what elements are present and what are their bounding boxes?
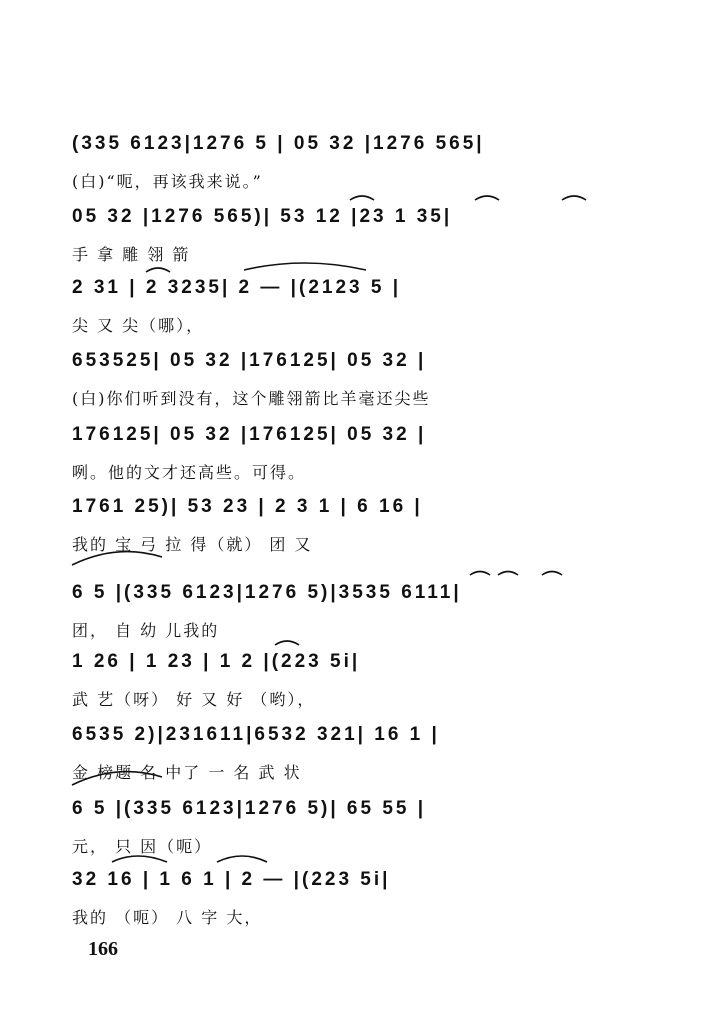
slur-arc	[350, 196, 374, 200]
notation-line: 6 5 |(335 6123|1276 5)| 65 55 |	[72, 798, 427, 819]
slur-arc	[498, 572, 518, 576]
slur-arc	[542, 572, 562, 576]
slur-arc	[475, 196, 499, 200]
notation-line: 2 31 | 2 3235| 2 — |(2123 5 |	[72, 277, 402, 298]
page-number: 166	[88, 938, 118, 960]
notation-line: 1 26 | 1 23 | 1 2 |(223 5i|	[72, 651, 361, 672]
notation-line: 6535 2)|231611|6532 321| 16 1 |	[72, 724, 440, 745]
notation-line: 653525| 05 32 |176125| 05 32 |	[72, 350, 427, 371]
notation-line: 1761 25)| 53 23 | 2 3 1 | 6 16 |	[72, 496, 423, 517]
slur-arc	[112, 856, 167, 862]
notation-line: 176125| 05 32 |176125| 05 32 |	[72, 424, 427, 445]
lyric-line: 武 艺（呀） 好 又 好 （哟），	[72, 690, 316, 709]
notation-line: 32 16 | 1 6 1 | 2 — |(223 5i|	[72, 869, 391, 890]
lyric-line: 金 榜题 名 中了 一 名 武 状	[72, 763, 302, 782]
slur-arc	[275, 641, 299, 645]
notation-line: (335 6123|1276 5 | 05 32 |1276 565|	[72, 133, 485, 154]
slur-arc	[562, 196, 586, 200]
notation-line: 6 5 |(335 6123|1276 5)|3535 6111|	[72, 582, 462, 603]
notation-line: 05 32 |1276 565)| 53 12 |23 1 35|	[72, 206, 453, 227]
lyric-line: 咧。他的文才还高些。可得。	[72, 463, 307, 482]
lyric-line: (白)你们听到没有，这个雕翎箭比羊毫还尖些	[72, 389, 431, 408]
slur-arc	[217, 856, 267, 862]
slur-arc	[146, 268, 170, 272]
slur-arc	[470, 572, 490, 576]
lyric-line: 元， 只 因（呃）	[72, 837, 213, 856]
lyric-line: 我的 （呃） 八 字 大，	[72, 908, 263, 927]
lyric-line: 手 拿 雕 翎 箭	[72, 245, 191, 264]
slur-arc	[72, 772, 162, 785]
slur-arc	[244, 263, 366, 270]
lyric-line: 尖 又 尖（哪），	[72, 316, 205, 335]
lyric-line: (白)“呃，再该我来说。”	[72, 172, 263, 191]
lyric-line: 我的 宝 弓 拉 得（就） 团 又	[72, 535, 313, 554]
slur-arc	[72, 552, 162, 565]
lyric-line: 团， 自 幼 儿我的	[72, 621, 220, 640]
